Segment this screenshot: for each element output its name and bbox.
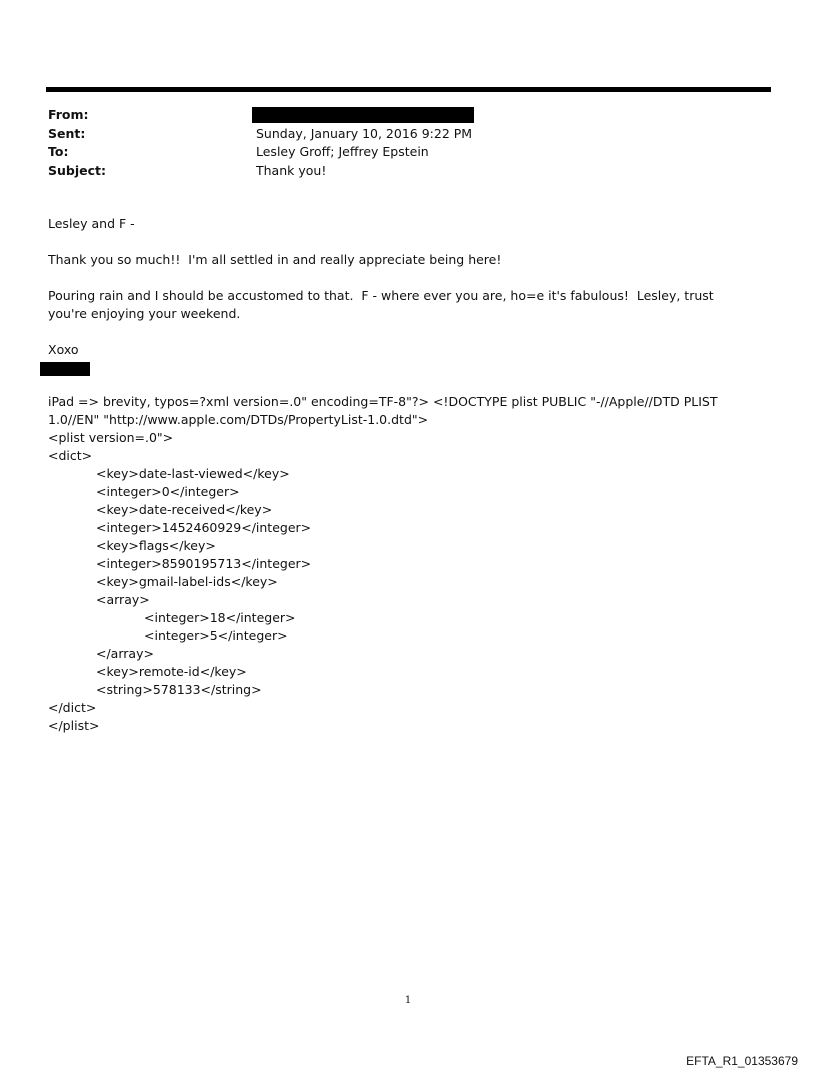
from-redaction <box>252 107 474 123</box>
plist-line: <integer>1452460929</integer> <box>96 520 312 535</box>
sent-row <box>48 125 748 144</box>
header-divider <box>46 87 771 92</box>
subject-row <box>48 162 748 181</box>
plist-line: <key>date-last-viewed</key> <box>96 466 290 481</box>
body-paragraph-1: Thank you so much!! I'm all settled in and really appreciate being here! <box>48 252 502 267</box>
plist-line: <integer>8590195713</integer> <box>96 556 312 571</box>
plist-line: <array> <box>96 592 150 607</box>
plist-line: </plist> <box>48 718 100 733</box>
page-number: 1 <box>404 995 412 1006</box>
plist-line: </dict> <box>48 700 97 715</box>
signature-redaction <box>40 362 90 376</box>
plist-line: <integer>18</integer> <box>144 610 296 625</box>
plist-line: <plist version=.0"> <box>48 430 174 445</box>
plist-line: <key>flags</key> <box>96 538 216 553</box>
plist-line: <integer>0</integer> <box>96 484 240 499</box>
plist-line: <key>gmail-label-ids</key> <box>96 574 278 589</box>
plist-line: <string>578133</string> <box>96 682 262 697</box>
sent-label: Sent: <box>48 125 86 141</box>
plist-line: <key>date-received</key> <box>96 502 273 517</box>
from-label: From: <box>48 107 89 122</box>
plist-line: </array> <box>96 646 154 661</box>
from-row <box>48 106 748 125</box>
document-id: EFTA_R1_01353679 <box>686 1054 798 1068</box>
body-paragraph-2: Pouring rain and I should be accustomed to that. F - where ever you are, ho=e it's fabulous! Lesley, trust you're enjoying your weekend. <box>48 288 718 321</box>
sent-value: Sunday, January 10, 2016 9:22 PM <box>256 125 473 141</box>
email-body <box>48 215 748 735</box>
to-value: Lesley Groff; Jeffrey Epstein <box>256 144 429 159</box>
subject-label: Subject: <box>48 162 106 178</box>
greeting: Lesley and F - <box>48 216 135 231</box>
plist-line: <integer>5</integer> <box>144 628 288 643</box>
to-row <box>48 143 748 162</box>
plist-intro: iPad => brevity, typos=?xml version=.0" encoding=TF-8"?> <!DOCTYPE plist PUBLIC "-//Apple//DTD PLIST 1.0//EN" "http://www.apple.com/DTDs/PropertyList-1.0.dtd"> <box>48 394 718 427</box>
email-header <box>48 106 748 180</box>
to-label: To: <box>48 144 69 159</box>
plist-line: <dict> <box>48 448 93 463</box>
signoff: Xoxo <box>48 342 79 357</box>
plist-line: <key>remote-id</key> <box>96 664 247 679</box>
subject-value: Thank you! <box>256 162 327 178</box>
